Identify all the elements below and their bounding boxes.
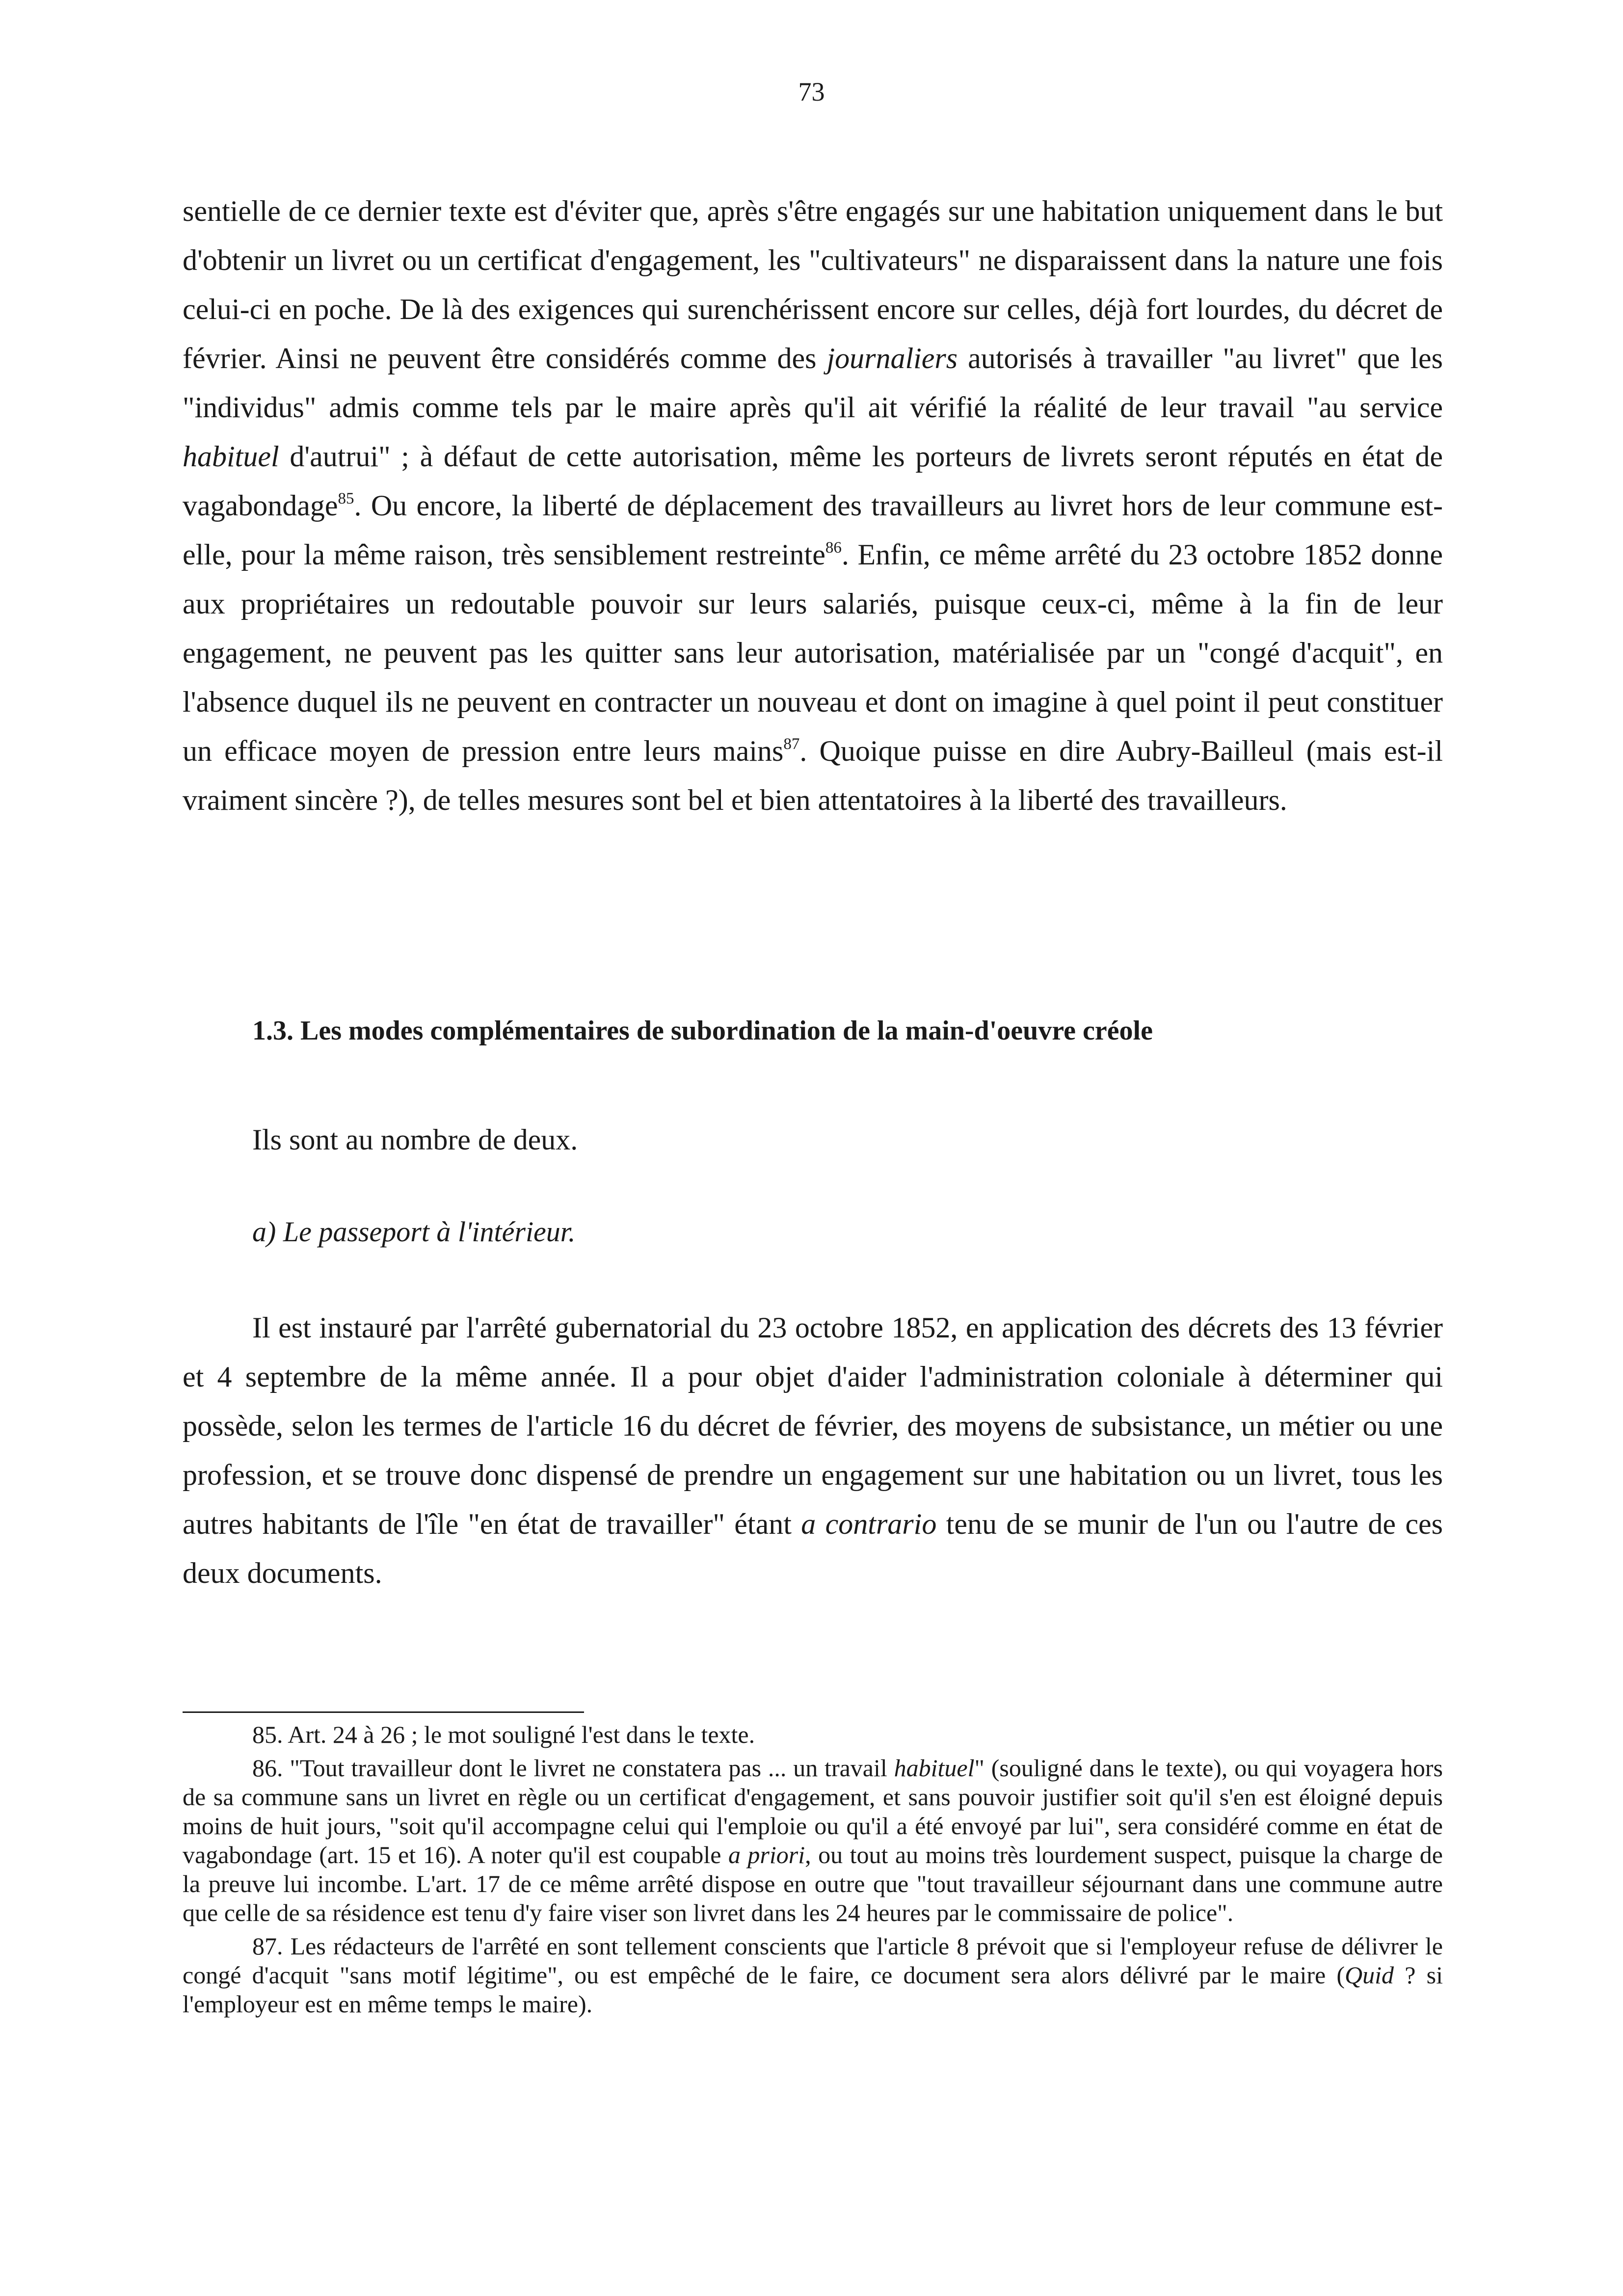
italic-term: habituel (183, 440, 279, 473)
italic-term: a contrario (801, 1508, 937, 1540)
text-run: d'autrui" ; à défaut de cette autorisation, même les porteurs de livrets seront réputés en état de vagabondage (183, 440, 1443, 522)
footnotes (183, 1720, 1443, 2023)
text-run: sentielle de ce dernier texte est d'éviter que, après s'être engagés sur une habitation uniquement dans le but d'obtenir un livret ou un certificat d'engagement, les "cultivateurs" ne disparaissent dans la nature une fois celui-ci en poche. De là des exigences qui surenchérissent encore sur celles, déjà fort lourdes, du décret de février. Ainsi ne peuvent être considérés comme des (183, 195, 1443, 374)
text-run: , ou tout au moins très lourdement suspect, puisque la charge de la preuve lui incombe. L'art. 17 de ce même arrêté dispose en outre que "tout travailleur séjournant dans une commune autre que celle de sa résidence est tenu d'y faire viser son livret dans les 24 heures par le commissaire de police". (183, 1841, 1443, 1926)
text-run: " (souligné dans le texte), ou qui voyagera hors de sa commune sans un livret en règle ou un certificat d'engagement, et sans pouvoir justifier soit qu'il s'en est éloigné depuis moins de huit jours, "soit qu'il accompagne celui qui l'emploie ou qu'il a été envoyé par lui", sera considéré comme en état de vagabondage (art. 15 et 16). A noter qu'il est coupable (183, 1754, 1443, 1869)
footnote-ref-86[interactable]: 86 (825, 539, 842, 557)
text-run: 87. Les rédacteurs de l'arrêté en sont tellement conscients que l'article 8 prévoit que si l'employeur refuse de délivrer le congé d'acquit "sans motif légitime", ou est empêché de le faire, ce document sera alors délivré par le maire ( (183, 1932, 1443, 1989)
subsection-heading: a) Le passeport à l'intérieur. (252, 1216, 576, 1248)
text-run: tenu de se munir de l'un ou l'autre de ces deux documents. (183, 1508, 1443, 1589)
intro-line: Ils sont au nombre de deux. (252, 1123, 578, 1156)
footnote-87 (183, 1932, 1443, 2019)
text-run: autorisés à travailler "au livret" que les "individus" admis comme tels par le maire après qu'il ait vérifié la réalité de leur travail "au service (183, 342, 1443, 424)
footnote-86 (183, 1754, 1443, 1927)
footnote-ref-87[interactable]: 87 (783, 735, 800, 753)
text-run: . Quoique puisse en dire Aubry-Bailleul (mais est-il vraiment sincère ?), de telles mesures sont bel et bien attentatoires à la liberté des travailleurs. (183, 735, 1443, 816)
text-run: 86. "Tout travailleur dont le livret ne constatera pas ... un travail (252, 1754, 894, 1782)
body-paragraph-2 (183, 1303, 1443, 1598)
section-heading: 1.3. Les modes complémentaires de subordination de la main-d'oeuvre créole (252, 1015, 1153, 1046)
italic-term: habituel (894, 1754, 975, 1782)
body-paragraph-1 (183, 187, 1443, 825)
footnote-separator (183, 1711, 584, 1713)
text-run: 85. Art. 24 à 26 ; le mot souligné l'est dans le texte. (252, 1721, 755, 1748)
text-run: ? si l'employeur est en même temps le maire). (183, 1961, 1443, 2018)
text-run: Il est instauré par l'arrêté gubernatorial du 23 octobre 1852, en application des décrets des 13 février et 4 septembre de la même année. Il a pour objet d'aider l'administration coloniale à déterminer qui possède, selon les termes de l'article 16 du décret de février, des moyens de subsistance, un métier ou une profession, et se trouve donc dispensé de prendre un engagement sur une habitation ou un livret, tous les autres habitants de l'île "en état de travailler" étant (183, 1311, 1443, 1540)
page-number: 73 (798, 77, 825, 107)
italic-term: journaliers (826, 342, 958, 374)
italic-term: a priori (728, 1841, 805, 1869)
text-run: . Enfin, ce même arrêté du 23 octobre 1852 donne aux propriétaires un redoutable pouvoir sur leurs salariés, puisque ceux-ci, même à la fin de leur engagement, ne peuvent pas les quitter sans leur autorisation, matérialisée par un "congé d'acquit", en l'absence duquel ils ne peuvent en contracter un nouveau et dont on imagine à quel point il peut constituer un efficace moyen de pression entre leurs mains (183, 538, 1443, 767)
footnote-85 (183, 1720, 1443, 1749)
italic-term: Quid (1345, 1961, 1394, 1989)
text-run: . Ou encore, la liberté de déplacement des travailleurs au livret hors de leur commune est-elle, pour la même raison, très sensiblement restreinte (183, 489, 1443, 571)
footnote-ref-85[interactable]: 85 (338, 490, 354, 507)
